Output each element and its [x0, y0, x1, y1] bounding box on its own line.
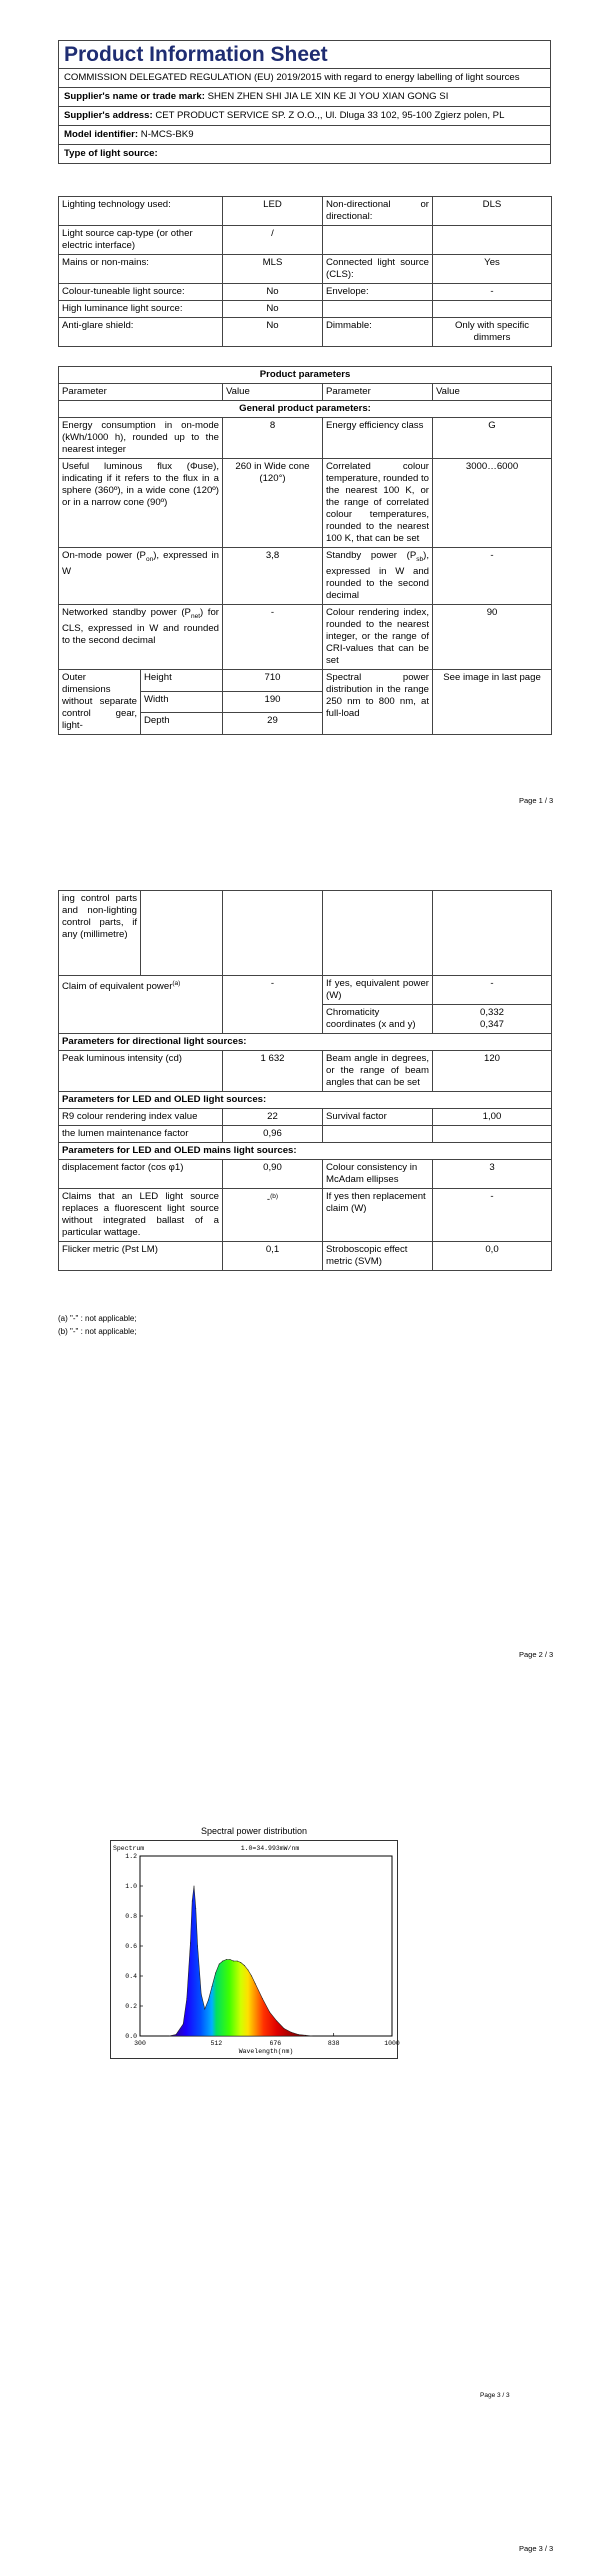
header-box [58, 40, 551, 164]
x-tick-label: 676 [269, 2040, 282, 2047]
y-tick-label: 1.0 [125, 1883, 137, 1890]
spectral-chart-svg [110, 1840, 398, 2060]
spectrum-point [255, 1983, 256, 1984]
chart-annotation: 1.0=34.993mW/nm [240, 1845, 300, 1852]
spectrum-point [192, 1901, 193, 1902]
type-value-cell [433, 226, 552, 255]
equivalent-yes-value: - [433, 976, 552, 1005]
col-value: Value [223, 384, 323, 401]
luminous-flux-value: 260 in Wide cone (120°) [223, 459, 323, 548]
spd-label: Spectral power distribution in the range 250 nm to 800 nm, at full-load [323, 669, 433, 734]
chromaticity-y: 0,347 [479, 1019, 504, 1030]
page-1 [0, 0, 607, 812]
networked-standby-label: Networked standby power $(P_{net})$ for CLS, expressed in W and rounded to the second decimal [59, 604, 223, 669]
spectrum-point [226, 1959, 227, 1960]
beam-angle-value: 120 [433, 1051, 552, 1092]
x-tick-label: 512 [210, 2040, 223, 2047]
spectrum-point [183, 2024, 184, 2025]
equivalent-power-label: Claim of equivalent power$^{(a)}$ [59, 976, 223, 1034]
led-mains-section-heading: Parameters for LED and OLED mains light sources: [59, 1143, 552, 1160]
spectrum-point [298, 2034, 299, 2035]
dimensions-label: Outer dimensions without separate control gear, light- [59, 669, 141, 734]
height-value: 710 [223, 669, 323, 691]
chart-title: Spectral power distribution [200, 1826, 308, 1836]
y-tick-label: 0.2 [125, 2003, 137, 2010]
depth-value: 29 [223, 713, 323, 735]
energy-class-value: G [433, 418, 552, 459]
y-axis-label: Spectrum [113, 1845, 145, 1852]
type-value-cell: - [433, 284, 552, 301]
empty-cell [433, 891, 552, 976]
cct-label: Correlated colour temperature, rounded to the nearest 100 K, or the range of correlated colour temperatures, rounded to the nearest 100 K, that can be set [323, 459, 433, 548]
footnotes [58, 1312, 137, 1338]
type-value-cell: DLS [433, 197, 552, 226]
table-row [59, 1109, 552, 1126]
beam-angle-label: Beam angle in degrees, or the range of beam angles that can be set [323, 1051, 433, 1092]
peak-intensity-label: Peak luminous intensity (cd) [59, 1051, 223, 1092]
page-footer: Page 1 / 3 [519, 796, 554, 805]
y-tick-label: 0.6 [125, 1943, 137, 1950]
document-title: Product Information Sheet [59, 41, 550, 69]
table-row [59, 976, 552, 1005]
table-row [59, 1034, 552, 1051]
directional-section-heading: Parameters for directional light sources: [59, 1034, 552, 1051]
empty-cell [323, 891, 433, 976]
table-row [59, 284, 552, 301]
spectrum-point [312, 2036, 313, 2037]
chromaticity-x: 0,332 [479, 1007, 504, 1018]
empty-cell [141, 891, 223, 976]
empty-cell [223, 891, 323, 976]
r9-value: 22 [223, 1109, 323, 1126]
spectrum-point [197, 1946, 198, 1947]
supplier-address-value: CET PRODUCT SERVICE SP. Z O.O.,, Ul. Dluga 33 102, 95-100 Zgierz polen, PL [155, 110, 505, 121]
table-row [59, 1143, 552, 1160]
spectrum-point [168, 2036, 169, 2037]
spectrum-point [244, 1965, 245, 1966]
x-tick-label: 1000 [384, 2040, 400, 2047]
type-value-cell: MLS [223, 255, 323, 284]
spectrum-point [240, 1962, 241, 1963]
lumen-maintenance-label: the lumen maintenance factor [59, 1126, 223, 1143]
type-label-cell: High luminance light source: [59, 301, 223, 318]
table-row [59, 1051, 552, 1092]
spd-value: See image in last page [433, 669, 552, 734]
y-tick-label: 0.8 [125, 1913, 137, 1920]
table-row [59, 669, 552, 691]
depth-label: Depth [141, 713, 223, 735]
spectral-chart [110, 1826, 398, 2058]
type-label-cell: Dimmable: [323, 318, 433, 347]
table-row [59, 418, 552, 459]
supplier-name-value: SHEN ZHEN SHI JIA LE XIN KE JI YOU XIAN GONG SI [207, 91, 449, 102]
spectrum-point [269, 2012, 270, 2013]
footnote-b: (b) "-" : not applicable; [58, 1327, 137, 1336]
supplier-address-row [59, 107, 550, 126]
y-tick-label: 0.0 [125, 2033, 137, 2040]
page-3 [0, 1780, 607, 2560]
general-parameters-heading: General product parameters: [59, 401, 552, 418]
displacement-label: displacement factor (cos φ1) [59, 1160, 223, 1189]
type-label-cell: Lighting technology used: [59, 197, 223, 226]
energy-consumption-value: 8 [223, 418, 323, 459]
table-row [59, 401, 552, 418]
parameters-table-continued [58, 890, 552, 1271]
type-value-cell [433, 301, 552, 318]
spectrum-point [291, 2032, 292, 2033]
table-row [59, 1242, 552, 1271]
supplier-address-label: Supplier's address: [64, 110, 153, 121]
width-value: 190 [223, 691, 323, 713]
spectrum-point [237, 1961, 238, 1962]
table-row [59, 1126, 552, 1143]
table-row [59, 226, 552, 255]
fluorescent-claim-label: Claims that an LED light source replaces a fluorescent light source without integrated ballast of a particular wattage. [59, 1189, 223, 1242]
type-label-cell: Mains or non-mains: [59, 255, 223, 284]
spectrum-point [201, 1994, 202, 1995]
type-row [59, 145, 550, 163]
dimensions-label-continued: ing control parts and non-lighting control parts, if any (millimetre) [59, 891, 141, 976]
model-value: N-MCS-BK9 [140, 129, 194, 140]
spectrum-point [186, 1998, 187, 1999]
cri-label: Colour rendering index, rounded to the nearest integer, or the range of CRI-values that can be set [323, 604, 433, 669]
x-tick-label: 300 [134, 2040, 146, 2047]
spectrum-point [284, 2028, 285, 2029]
parameters-table [58, 366, 552, 735]
type-value-cell: No [223, 301, 323, 318]
model-label: Model identifier: [64, 129, 139, 140]
spectrum-point [262, 1998, 263, 1999]
fluorescent-claim-value: -$^{(b)}$ [223, 1189, 323, 1242]
type-label-cell: Connected light source (CLS): [323, 255, 433, 284]
equivalent-power-value: - [223, 976, 323, 1034]
energy-class-label: Energy efficiency class [323, 418, 433, 459]
equivalent-yes-label: If yes, equivalent power (W) [323, 976, 433, 1005]
survival-label: Survival factor [323, 1109, 433, 1126]
spectrum-point [204, 2009, 205, 2010]
x-axis-label: Wavelength(nm) [238, 2048, 294, 2055]
on-mode-power-label: On-mode power $(P_{on})$, expressed in W [59, 548, 223, 605]
table-row [59, 1160, 552, 1189]
width-label: Width [141, 691, 223, 713]
x-tick-label: 838 [327, 2040, 340, 2047]
spectrum-point [190, 1943, 191, 1944]
footnote-a: (a) "-" : not applicable; [58, 1314, 137, 1323]
spectrum-point [305, 2035, 306, 2036]
r9-label: R9 colour rendering index value [59, 1109, 223, 1126]
networked-standby-value: - [223, 604, 323, 669]
empty-cell [323, 1126, 433, 1143]
type-value-cell: / [223, 226, 323, 255]
col-parameter: Parameter [59, 384, 223, 401]
standby-power-value: - [433, 548, 552, 605]
lumen-maintenance-value: 0,96 [223, 1126, 323, 1143]
type-label-cell [323, 301, 433, 318]
type-label-cell: Envelope: [323, 284, 433, 301]
flicker-value: 0,1 [223, 1242, 323, 1271]
spectrum-point [212, 1986, 213, 1987]
on-mode-power-value: 3,8 [223, 548, 323, 605]
replacement-claim-label: If yes then replacement claim (W) [323, 1189, 433, 1242]
spectrum-point [251, 1976, 252, 1977]
spectrum-point [208, 2000, 209, 2001]
col-value: Value [433, 384, 552, 401]
table-row [59, 604, 552, 669]
type-table [58, 196, 552, 347]
spectrum-point [230, 1959, 231, 1960]
type-label: Type of light source: [64, 148, 158, 159]
spectrum-point [215, 1973, 216, 1974]
y-tick-label: 0.4 [125, 1973, 137, 1980]
table-row [59, 891, 552, 976]
supplier-name-row [59, 88, 550, 107]
type-value-cell: Yes [433, 255, 552, 284]
type-value-cell: LED [223, 197, 323, 226]
empty-cell [433, 1126, 552, 1143]
luminous-flux-label: Useful luminous flux (Φuse), indicating if it refers to the flux in a sphere (360º), in a wide cone (120º) or in a narrow cone (90º) [59, 459, 223, 548]
spectrum-point [222, 1961, 223, 1962]
spectrum-point [276, 2021, 277, 2022]
type-value-cell: Only with specific dimmers [433, 318, 552, 347]
page-footer: Page 2 / 3 [519, 1650, 554, 1659]
table-row [59, 459, 552, 548]
supplier-name-label: Supplier's name or trade mark: [64, 91, 205, 102]
colour-consistency-label: Colour consistency in McAdam ellipses [323, 1160, 433, 1189]
energy-consumption-label: Energy consumption in on-mode (kWh/1000 h), rounded up to the nearest integer [59, 418, 223, 459]
stroboscopic-label: Stroboscopic effect metric (SVM) [323, 1242, 433, 1271]
table-header-row [59, 384, 552, 401]
chromaticity-label: Chromaticity coordinates (x and y) [323, 1005, 433, 1034]
model-row [59, 126, 550, 145]
height-label: Height [141, 669, 223, 691]
type-label-cell: Colour-tuneable light source: [59, 284, 223, 301]
replacement-claim-value: - [433, 1189, 552, 1242]
table-row [59, 367, 552, 384]
page-2 [0, 860, 607, 1710]
colour-consistency-value: 3 [433, 1160, 552, 1189]
spectrum-point [233, 1961, 234, 1962]
table-row [59, 548, 552, 605]
standby-power-label: Standby power $(P_{sb})$, expressed in W and rounded to the second decimal [323, 548, 433, 605]
spectrum-point [248, 1970, 249, 1971]
spectrum-point [195, 1908, 196, 1909]
regulation-text: COMMISSION DELEGATED REGULATION (EU) 2019/2015 with regard to energy labelling of light sources [59, 69, 550, 88]
table-row [59, 318, 552, 347]
table-row [59, 1189, 552, 1242]
type-label-cell: Anti-glare shield: [59, 318, 223, 347]
chromaticity-value [433, 1005, 552, 1034]
y-tick-label: 1.2 [125, 1853, 137, 1860]
type-value-cell: No [223, 284, 323, 301]
type-value-cell: No [223, 318, 323, 347]
product-parameters-heading: Product parameters [59, 367, 552, 384]
displacement-value: 0,90 [223, 1160, 323, 1189]
page-footer: Page 3 / 3 [519, 2544, 554, 2553]
type-label-cell: Light source cap-type (or other electric interface) [59, 226, 223, 255]
type-label-cell: Non-directional or directional: [323, 197, 433, 226]
stroboscopic-value: 0,0 [433, 1242, 552, 1271]
table-row [59, 1092, 552, 1109]
spectrum-point [219, 1964, 220, 1965]
flicker-label: Flicker metric (Pst LM) [59, 1242, 223, 1271]
cri-value: 90 [433, 604, 552, 669]
led-section-heading: Parameters for LED and OLED light sources: [59, 1092, 552, 1109]
peak-intensity-value: 1 632 [223, 1051, 323, 1092]
spectrum-point [176, 2034, 177, 2035]
col-parameter: Parameter [323, 384, 433, 401]
survival-value: 1,00 [433, 1109, 552, 1126]
cct-value: 3000…6000 [433, 459, 552, 548]
spectrum-point [194, 1886, 195, 1887]
table-row [59, 301, 552, 318]
table-row [59, 197, 552, 226]
table-row [59, 255, 552, 284]
inner-page-footer: Page 3 / 3 [480, 2392, 510, 2399]
type-label-cell [323, 226, 433, 255]
